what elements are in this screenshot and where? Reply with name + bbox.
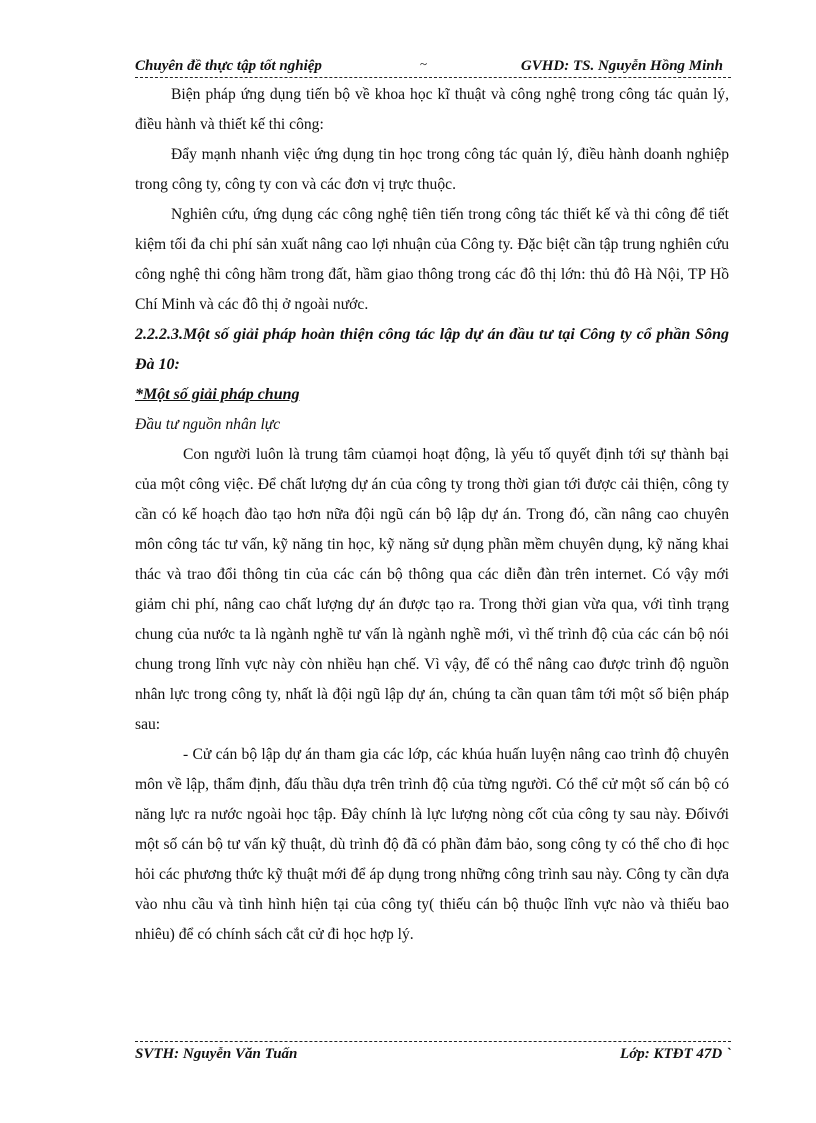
footer-class: Lớp: KTĐT 47D `	[620, 1046, 731, 1062]
footer-divider	[135, 1041, 731, 1042]
paragraph-training-measures: - Cử cán bộ lập dự án tham gia các lớp, các khúa huấn luyện nâng cao trình độ chuyên môn về lập, thẩm định, đấu thầu dựa trên trình độ của từng người. Có thể cử một số cán bộ có năng lực ra nước ngoài học tập. Đây chính là lực lượng nòng cốt của công ty sau này. Đốivới một số cán bộ tư vấn kỹ thuật, dù trình độ đã có phần đảm bảo, song công ty có thể cho đi học hỏi các phương thức kỹ thuật mới để áp dụng trong những công trình sau này. Công ty cần dựa vào nhu cầu và tình hình hiện tại của công ty( thiếu cán bộ thuộc lĩnh vực nào và thiếu bao nhiêu) để có chính sách cắt cử đi học hợp lý.	[135, 746, 729, 943]
subsection-heading-text: *Một số giải pháp chung	[135, 386, 300, 403]
header-mark: ~	[420, 56, 428, 71]
page-header	[135, 56, 731, 78]
document-body	[135, 80, 729, 950]
header-divider	[135, 77, 731, 78]
subsection-heading	[135, 380, 729, 410]
paragraph-tech-measures: Biện pháp ứng dụng tiến bộ về khoa học kĩ thuật và công nghệ trong công tác quản lý, điều hành và thiết kế thi công:	[135, 86, 729, 133]
footer-student: SVTH: Nguyễn Văn Tuấn	[135, 1046, 298, 1062]
paragraph-research: Nghiên cứu, ứng dụng các công nghệ tiên tiến trong công tác thiết kế và thi công để tiết kiệm tối đa chi phí sản xuất nâng cao lợi nhuận của Công ty. Đặc biệt cần tập trung nghiên cứu công nghệ thi công hầm trong đất, hầm giao thông trong các đô thị lớn: thủ đô Hà Nội, TP Hồ Chí Minh và các đô thị ở ngoài nước.	[135, 206, 729, 313]
section-heading: 2.2.2.3.Một số giải pháp hoàn thiện công tác lập dự án đầu tư tại Công ty cổ phần Sông Đà 10:	[135, 326, 729, 373]
paragraph-it-application: Đẩy mạnh nhanh việc ứng dụng tin học trong công tác quản lý, điều hành doanh nghiệp trong công ty, công ty con và các đơn vị trực thuộc.	[135, 146, 729, 193]
header-title: Chuyên đề thực tập tốt nghiệp	[135, 58, 322, 74]
topic-label: Đầu tư nguồn nhân lực	[135, 416, 281, 433]
page-footer	[135, 1046, 731, 1068]
header-advisor: GVHD: TS. Nguyễn Hồng Minh	[520, 58, 723, 74]
paragraph-human-resources: Con người luôn là trung tâm củamọi hoạt động, là yếu tố quyết định tới sự thành bại của một công việc. Để chất lượng dự án của công ty trong thời gian tới được cải thiện, công ty cần có kế hoạch đào tạo hơn nữa đội ngũ cán bộ lập dự án. Trong đó, cần nâng cao chuyên môn công tác tư vấn, kỹ năng tin học, kỹ năng sử dụng phần mềm chuyên dụng, kỹ năng khai thác và trao đổi thông tin của các cán bộ thông qua các diễn đàn trên internet. Có vậy mới giảm chi phí, nâng cao chất lượng dự án được tạo ra. Trong thời gian vừa qua, với tình trạng chung của nước ta là ngành nghề tư vấn là ngành nghề mới, vì thế trình độ của các cán bộ nói chung trong lĩnh vực này còn nhiều hạn chế. Vì vậy, để có thể nâng cao được trình độ nguồn nhân lực trong công ty, nhất là đội ngũ lập dự án, chúng ta cần quan tâm tới một số biện pháp sau:	[135, 446, 729, 733]
